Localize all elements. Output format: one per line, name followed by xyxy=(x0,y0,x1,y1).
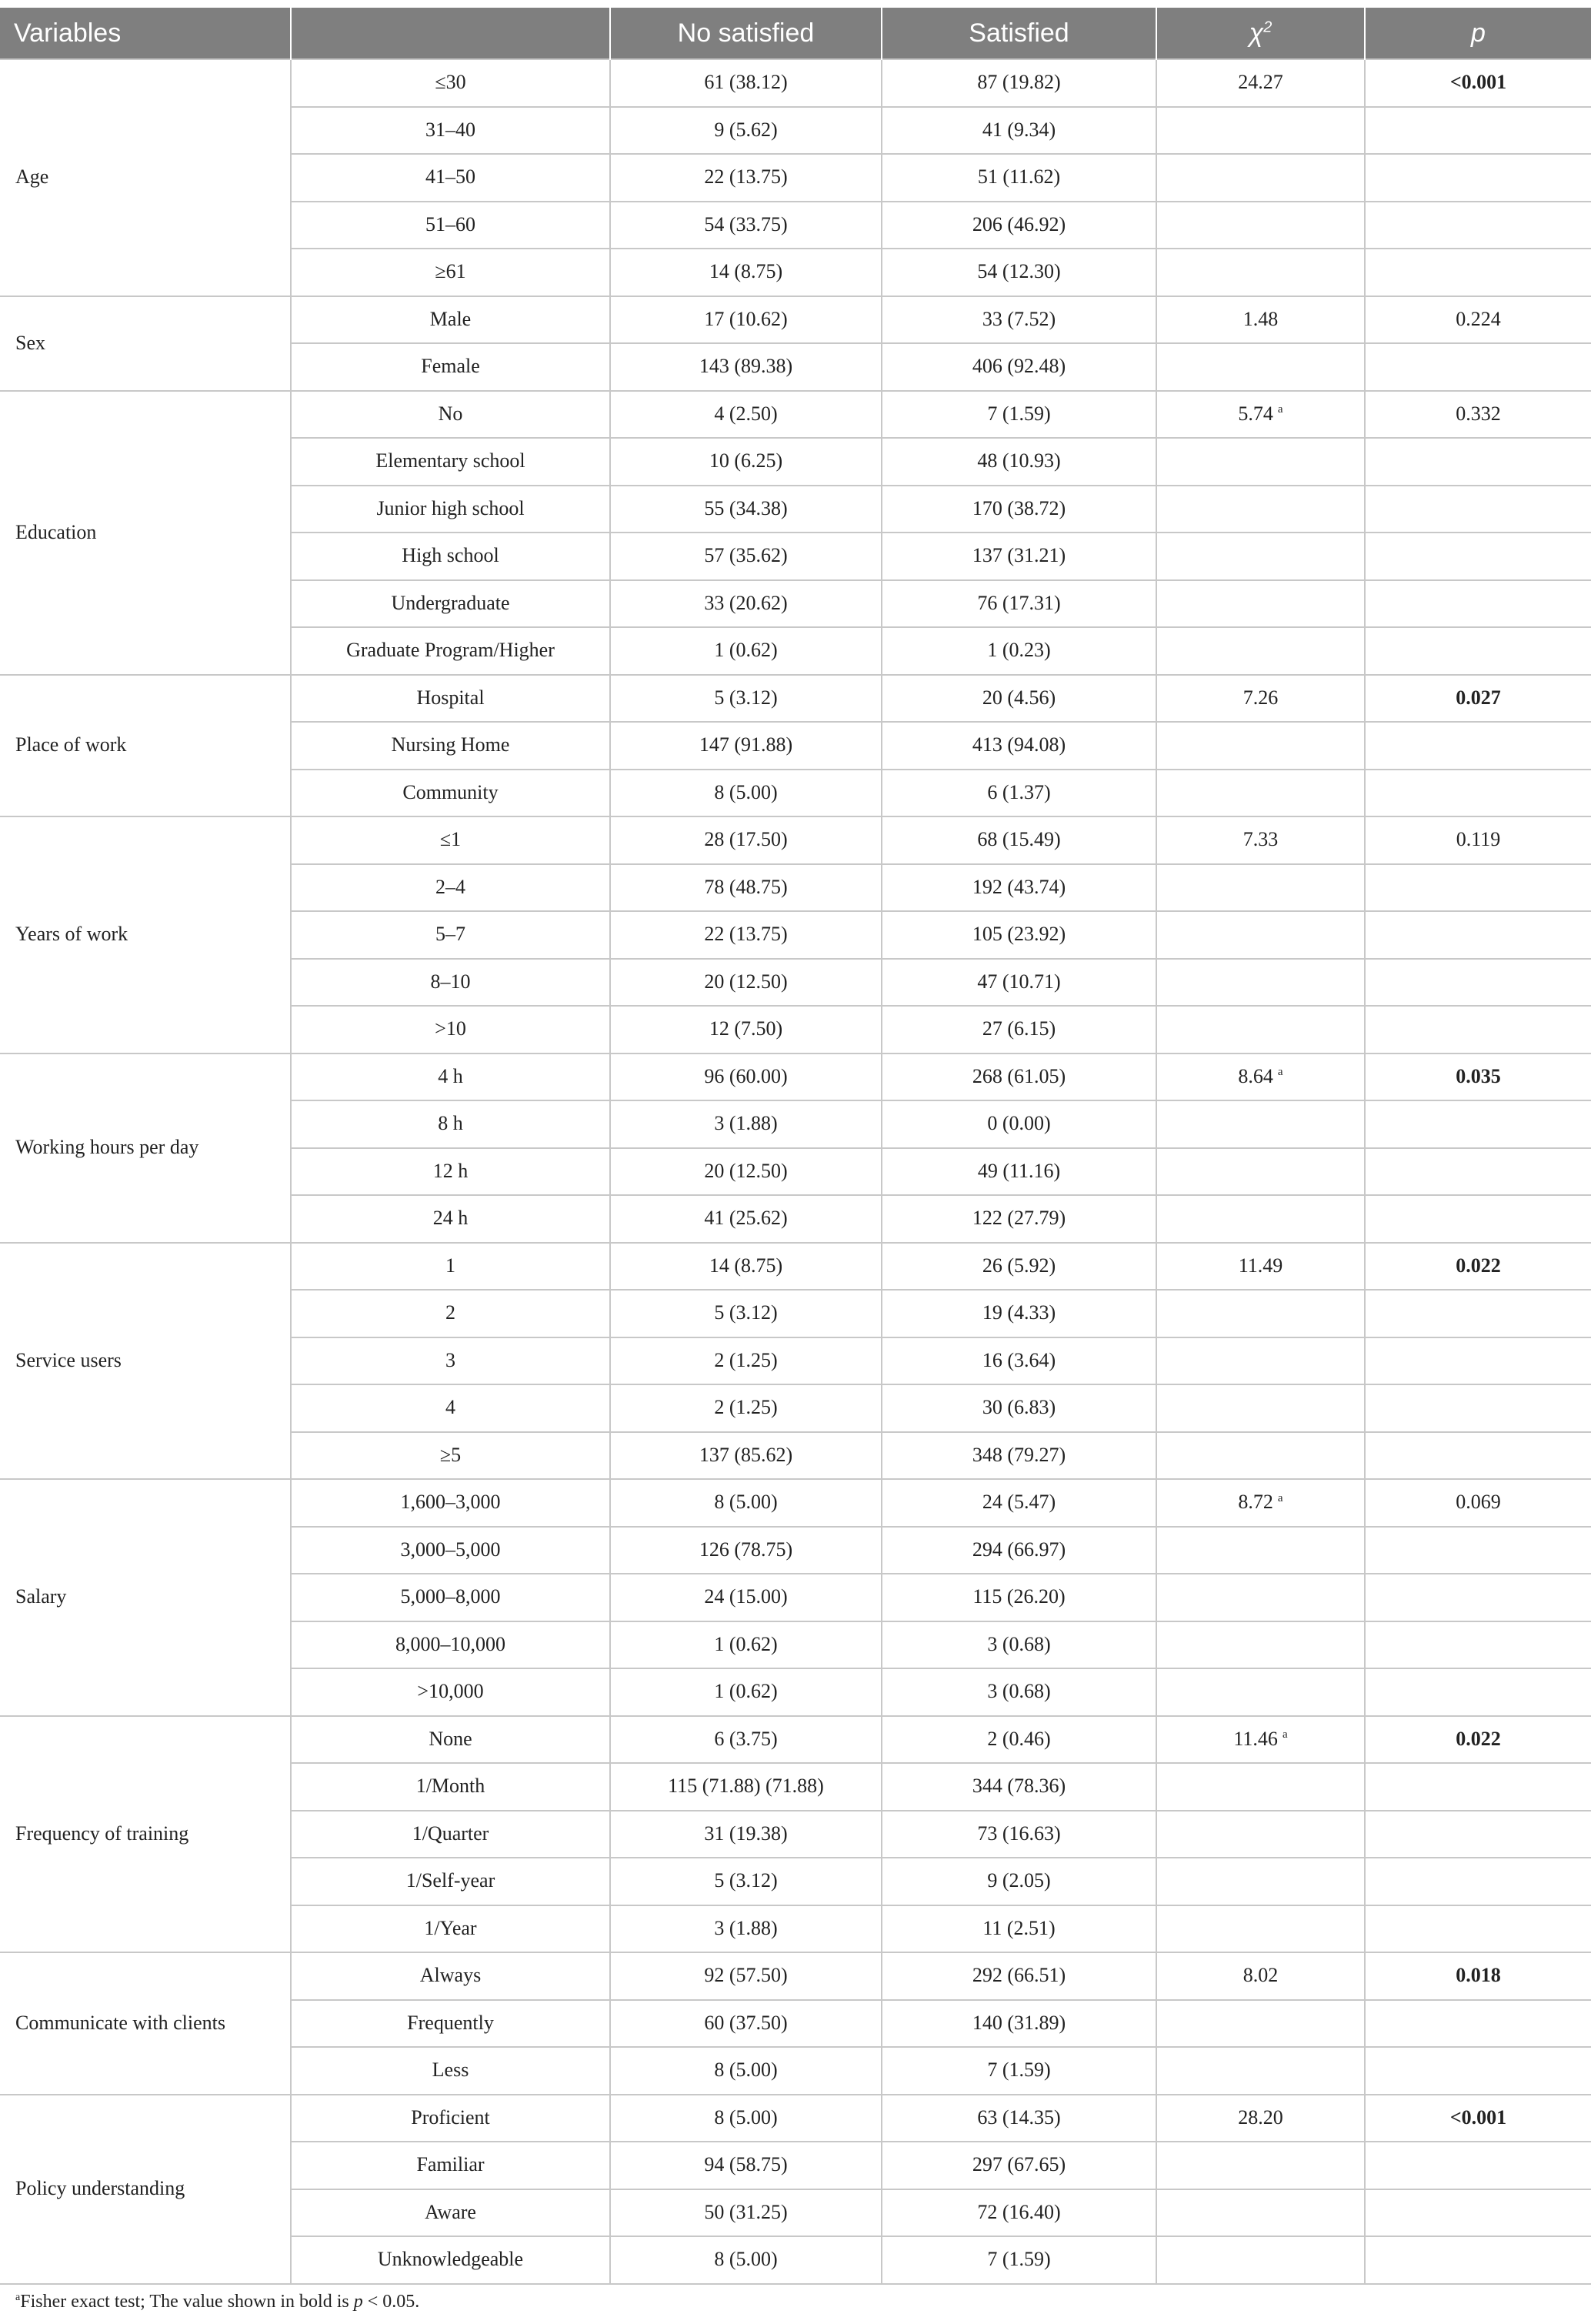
level-cell: No xyxy=(291,391,610,439)
not-satisfied-cell: 17 (10.62) xyxy=(610,296,882,344)
p-value-cell-empty xyxy=(1365,1621,1591,1669)
not-satisfied-cell: 60 (37.50) xyxy=(610,2000,882,2048)
level-cell: Community xyxy=(291,770,610,817)
header-not-satisfied: No satisfied xyxy=(610,8,882,59)
not-satisfied-cell: 1 (0.62) xyxy=(610,1668,882,1716)
satisfied-cell: 7 (1.59) xyxy=(882,2047,1156,2095)
fisher-test-mark: a xyxy=(1282,1728,1288,1741)
not-satisfied-cell: 20 (12.50) xyxy=(610,1148,882,1196)
p-value-cell-empty xyxy=(1365,2189,1591,2237)
satisfied-cell: 7 (1.59) xyxy=(882,2236,1156,2284)
not-satisfied-cell: 8 (5.00) xyxy=(610,770,882,817)
not-satisfied-cell: 1 (0.62) xyxy=(610,627,882,675)
p-value-cell-empty xyxy=(1365,1384,1591,1432)
satisfied-cell: 192 (43.74) xyxy=(882,864,1156,912)
level-cell: 1/Self-year xyxy=(291,1858,610,1905)
p-value-cell: <0.001 xyxy=(1365,2095,1591,2142)
p-value-cell-empty xyxy=(1365,959,1591,1007)
not-satisfied-cell: 3 (1.88) xyxy=(610,1905,882,1953)
chi-square-cell-empty xyxy=(1156,154,1365,202)
satisfied-cell: 87 (19.82) xyxy=(882,59,1156,107)
table-row xyxy=(0,816,1591,864)
header-satisfied: Satisfied xyxy=(882,8,1156,59)
satisfied-cell: 140 (31.89) xyxy=(882,2000,1156,2048)
chi-square-cell-empty xyxy=(1156,1290,1365,1337)
header-chi-symbol: χ xyxy=(1249,18,1264,48)
satisfied-cell: 72 (16.40) xyxy=(882,2189,1156,2237)
table-body xyxy=(0,59,1591,2284)
chi-square-cell-empty xyxy=(1156,1621,1365,1669)
satisfied-cell: 348 (79.27) xyxy=(882,1432,1156,1480)
chi-square-cell-empty xyxy=(1156,2000,1365,2048)
satisfied-cell: 344 (78.36) xyxy=(882,1763,1156,1811)
level-cell: Proficient xyxy=(291,2095,610,2142)
p-value-cell-empty xyxy=(1365,1527,1591,1574)
chi-square-cell-empty xyxy=(1156,202,1365,249)
not-satisfied-cell: 14 (8.75) xyxy=(610,1243,882,1291)
satisfied-cell: 170 (38.72) xyxy=(882,486,1156,533)
chi-square-cell xyxy=(1156,816,1365,864)
not-satisfied-cell: 57 (35.62) xyxy=(610,533,882,580)
chi-square-cell xyxy=(1156,59,1365,107)
p-value-cell-empty xyxy=(1365,2000,1591,2048)
satisfied-cell: 6 (1.37) xyxy=(882,770,1156,817)
level-cell: Elementary school xyxy=(291,438,610,486)
chi-square-cell-empty xyxy=(1156,627,1365,675)
chi-square-cell-empty xyxy=(1156,1384,1365,1432)
not-satisfied-cell: 55 (34.38) xyxy=(610,486,882,533)
p-value-cell-empty xyxy=(1365,1432,1591,1480)
not-satisfied-cell: 96 (60.00) xyxy=(610,1053,882,1101)
header-level xyxy=(291,8,610,59)
chi-square-cell-empty xyxy=(1156,1527,1365,1574)
satisfied-cell: 73 (16.63) xyxy=(882,1811,1156,1858)
level-cell: Nursing Home xyxy=(291,722,610,770)
level-cell: Hospital xyxy=(291,675,610,723)
satisfied-cell: 48 (10.93) xyxy=(882,438,1156,486)
not-satisfied-cell: 5 (3.12) xyxy=(610,675,882,723)
chi-square-value: 28.20 xyxy=(1238,2105,1283,2129)
chi-square-value: 8.72 xyxy=(1238,1491,1273,1514)
level-cell: Male xyxy=(291,296,610,344)
satisfied-cell: 68 (15.49) xyxy=(882,816,1156,864)
table-row xyxy=(0,1716,1591,1764)
chi-square-value: 24.27 xyxy=(1238,71,1283,94)
chi-square-value: 8.02 xyxy=(1242,1964,1279,1987)
level-cell: Aware xyxy=(291,2189,610,2237)
not-satisfied-cell: 94 (58.75) xyxy=(610,2142,882,2189)
level-cell: 41–50 xyxy=(291,154,610,202)
chi-square-cell-empty xyxy=(1156,1574,1365,1621)
p-value-cell-empty xyxy=(1365,2142,1591,2189)
p-value-cell-empty xyxy=(1365,1148,1591,1196)
chi-square-cell xyxy=(1156,1243,1365,1291)
header-chi-superscript: 2 xyxy=(1263,18,1272,36)
header-p: p xyxy=(1365,8,1591,59)
variable-cell: Policy understanding xyxy=(0,2095,291,2284)
not-satisfied-cell: 8 (5.00) xyxy=(610,2095,882,2142)
chi-square-cell-empty xyxy=(1156,1100,1365,1148)
chi-square-cell-empty xyxy=(1156,533,1365,580)
table-row xyxy=(0,59,1591,107)
level-cell: ≥5 xyxy=(291,1432,610,1480)
level-cell: Graduate Program/Higher xyxy=(291,627,610,675)
level-cell: >10,000 xyxy=(291,1668,610,1716)
not-satisfied-cell: 2 (1.25) xyxy=(610,1337,882,1385)
satisfied-cell: 206 (46.92) xyxy=(882,202,1156,249)
chi-square-value: 5.74 xyxy=(1238,402,1273,425)
level-cell: 1 xyxy=(291,1243,610,1291)
table-row xyxy=(0,391,1591,439)
not-satisfied-cell: 6 (3.75) xyxy=(610,1716,882,1764)
satisfied-cell: 406 (92.48) xyxy=(882,343,1156,391)
not-satisfied-cell: 147 (91.88) xyxy=(610,722,882,770)
not-satisfied-cell: 3 (1.88) xyxy=(610,1100,882,1148)
table-row xyxy=(0,1479,1591,1527)
not-satisfied-cell: 115 (71.88) (71.88) xyxy=(610,1763,882,1811)
satisfied-cell: 294 (66.97) xyxy=(882,1527,1156,1574)
chi-square-value: 8.64 xyxy=(1238,1064,1273,1087)
not-satisfied-cell: 4 (2.50) xyxy=(610,391,882,439)
satisfied-cell: 105 (23.92) xyxy=(882,911,1156,959)
satisfied-cell: 115 (26.20) xyxy=(882,1574,1156,1621)
variable-cell: Communicate with clients xyxy=(0,1952,291,2095)
satisfied-cell: 7 (1.59) xyxy=(882,391,1156,439)
level-cell: 3,000–5,000 xyxy=(291,1527,610,1574)
p-value-cell: 0.022 xyxy=(1365,1243,1591,1291)
variable-cell: Education xyxy=(0,391,291,675)
p-value-cell: 0.332 xyxy=(1365,391,1591,439)
not-satisfied-cell: 33 (20.62) xyxy=(610,580,882,628)
satisfied-cell: 24 (5.47) xyxy=(882,1479,1156,1527)
p-value-cell-empty xyxy=(1365,1905,1591,1953)
satisfied-cell: 297 (67.65) xyxy=(882,2142,1156,2189)
p-value-cell-empty xyxy=(1365,1574,1591,1621)
p-value-cell-empty xyxy=(1365,1337,1591,1385)
chi-square-cell-empty xyxy=(1156,1905,1365,1953)
satisfied-cell: 137 (31.21) xyxy=(882,533,1156,580)
not-satisfied-cell: 9 (5.62) xyxy=(610,107,882,155)
level-cell: 4 xyxy=(291,1384,610,1432)
level-cell: High school xyxy=(291,533,610,580)
p-value-cell-empty xyxy=(1365,627,1591,675)
chi-square-value: 11.46 xyxy=(1233,1727,1278,1750)
variable-cell: Salary xyxy=(0,1479,291,1716)
level-cell: ≤30 xyxy=(291,59,610,107)
level-cell: Frequently xyxy=(291,2000,610,2048)
not-satisfied-cell: 137 (85.62) xyxy=(610,1432,882,1480)
chi-square-cell-empty xyxy=(1156,2236,1365,2284)
chi-square-cell-empty xyxy=(1156,959,1365,1007)
not-satisfied-cell: 61 (38.12) xyxy=(610,59,882,107)
level-cell: 51–60 xyxy=(291,202,610,249)
footnote-mark: a xyxy=(15,2292,21,2303)
p-value-cell: <0.001 xyxy=(1365,59,1591,107)
p-value-cell-empty xyxy=(1365,770,1591,817)
header-variables: Variables xyxy=(0,8,291,59)
level-cell: 1/Year xyxy=(291,1905,610,1953)
chi-square-value: 7.33 xyxy=(1242,828,1279,851)
satisfied-cell: 292 (66.51) xyxy=(882,1952,1156,2000)
satisfied-cell: 63 (14.35) xyxy=(882,2095,1156,2142)
not-satisfied-cell: 1 (0.62) xyxy=(610,1621,882,1669)
p-value-cell-empty xyxy=(1365,343,1591,391)
not-satisfied-cell: 78 (48.75) xyxy=(610,864,882,912)
p-value-cell-empty xyxy=(1365,722,1591,770)
satisfied-cell: 122 (27.79) xyxy=(882,1195,1156,1243)
p-value-cell-empty xyxy=(1365,580,1591,628)
not-satisfied-cell: 126 (78.75) xyxy=(610,1527,882,1574)
level-cell: 5–7 xyxy=(291,911,610,959)
chi-square-cell xyxy=(1156,1053,1365,1101)
chi-square-cell-empty xyxy=(1156,722,1365,770)
satisfied-cell: 3 (0.68) xyxy=(882,1668,1156,1716)
satisfied-cell: 11 (2.51) xyxy=(882,1905,1156,1953)
level-cell: Always xyxy=(291,1952,610,2000)
level-cell: Female xyxy=(291,343,610,391)
level-cell: 4 h xyxy=(291,1053,610,1101)
chi-square-cell-empty xyxy=(1156,107,1365,155)
not-satisfied-cell: 50 (31.25) xyxy=(610,2189,882,2237)
not-satisfied-cell: 22 (13.75) xyxy=(610,154,882,202)
table-row xyxy=(0,1952,1591,2000)
not-satisfied-cell: 5 (3.12) xyxy=(610,1858,882,1905)
chi-square-value: 11.49 xyxy=(1238,1254,1283,1277)
p-value-cell: 0.027 xyxy=(1365,675,1591,723)
level-cell: 2–4 xyxy=(291,864,610,912)
level-cell: Less xyxy=(291,2047,610,2095)
chi-square-cell-empty xyxy=(1156,2142,1365,2189)
chi-square-cell-empty xyxy=(1156,2189,1365,2237)
chi-square-cell-empty xyxy=(1156,864,1365,912)
satisfied-cell: 19 (4.33) xyxy=(882,1290,1156,1337)
not-satisfied-cell: 12 (7.50) xyxy=(610,1006,882,1053)
header-row xyxy=(0,8,1591,59)
table-row xyxy=(0,675,1591,723)
not-satisfied-cell: 24 (15.00) xyxy=(610,1574,882,1621)
fisher-test-mark: a xyxy=(1277,1066,1283,1079)
p-value-cell-empty xyxy=(1365,2047,1591,2095)
p-value-cell-empty xyxy=(1365,154,1591,202)
level-cell: 12 h xyxy=(291,1148,610,1196)
level-cell: 24 h xyxy=(291,1195,610,1243)
not-satisfied-cell: 10 (6.25) xyxy=(610,438,882,486)
header-chi-square xyxy=(1156,8,1365,59)
level-cell: Unknowledgeable xyxy=(291,2236,610,2284)
chi-square-cell-empty xyxy=(1156,486,1365,533)
level-cell: None xyxy=(291,1716,610,1764)
variable-cell: Years of work xyxy=(0,816,291,1053)
satisfied-cell: 3 (0.68) xyxy=(882,1621,1156,1669)
table-row xyxy=(0,296,1591,344)
chi-square-cell-empty xyxy=(1156,1148,1365,1196)
chi-square-cell xyxy=(1156,296,1365,344)
p-value-cell-empty xyxy=(1365,486,1591,533)
chi-square-value: 7.26 xyxy=(1242,686,1279,709)
level-cell: 8–10 xyxy=(291,959,610,1007)
chi-square-cell xyxy=(1156,1479,1365,1527)
table-footnote xyxy=(15,2292,419,2312)
p-value-cell-empty xyxy=(1365,1100,1591,1148)
footnote-p-symbol: p xyxy=(353,2292,363,2312)
variable-cell: Sex xyxy=(0,296,291,391)
p-value-cell-empty xyxy=(1365,1858,1591,1905)
p-value-cell: 0.035 xyxy=(1365,1053,1591,1101)
chi-square-cell-empty xyxy=(1156,1337,1365,1385)
not-satisfied-cell: 92 (57.50) xyxy=(610,1952,882,2000)
chi-square-cell-empty xyxy=(1156,580,1365,628)
chi-square-cell-empty xyxy=(1156,1432,1365,1480)
satisfied-cell: 26 (5.92) xyxy=(882,1243,1156,1291)
level-cell: ≥61 xyxy=(291,249,610,296)
variable-cell: Service users xyxy=(0,1243,291,1480)
satisfied-cell: 1 (0.23) xyxy=(882,627,1156,675)
satisfied-cell: 20 (4.56) xyxy=(882,675,1156,723)
not-satisfied-cell: 20 (12.50) xyxy=(610,959,882,1007)
level-cell: 1/Month xyxy=(291,1763,610,1811)
chi-square-cell-empty xyxy=(1156,1668,1365,1716)
satisfied-cell: 9 (2.05) xyxy=(882,1858,1156,1905)
variable-cell: Frequency of training xyxy=(0,1716,291,1953)
p-value-cell-empty xyxy=(1365,1668,1591,1716)
level-cell: 5,000–8,000 xyxy=(291,1574,610,1621)
table-container xyxy=(0,8,1591,2285)
p-value-cell-empty xyxy=(1365,911,1591,959)
not-satisfied-cell: 14 (8.75) xyxy=(610,249,882,296)
satisfied-cell: 76 (17.31) xyxy=(882,580,1156,628)
satisfied-cell: 0 (0.00) xyxy=(882,1100,1156,1148)
level-cell: ≤1 xyxy=(291,816,610,864)
fisher-test-mark: a xyxy=(1277,403,1283,416)
chi-square-cell-empty xyxy=(1156,1858,1365,1905)
level-cell: Undergraduate xyxy=(291,580,610,628)
table-row xyxy=(0,1053,1591,1101)
p-value-cell-empty xyxy=(1365,1195,1591,1243)
p-value-cell: 0.022 xyxy=(1365,1716,1591,1764)
footnote-text-1: Fisher exact test; The value shown in bold is xyxy=(20,2292,354,2312)
not-satisfied-cell: 31 (19.38) xyxy=(610,1811,882,1858)
p-value-cell-empty xyxy=(1365,1290,1591,1337)
p-value-cell-empty xyxy=(1365,1763,1591,1811)
table-row xyxy=(0,2095,1591,2142)
chi-square-cell xyxy=(1156,391,1365,439)
p-value-cell-empty xyxy=(1365,107,1591,155)
level-cell: Junior high school xyxy=(291,486,610,533)
satisfied-cell: 41 (9.34) xyxy=(882,107,1156,155)
satisfied-cell: 2 (0.46) xyxy=(882,1716,1156,1764)
chi-square-cell xyxy=(1156,2095,1365,2142)
chi-square-cell-empty xyxy=(1156,1811,1365,1858)
level-cell: 31–40 xyxy=(291,107,610,155)
p-value-cell-empty xyxy=(1365,2236,1591,2284)
satisfied-cell: 51 (11.62) xyxy=(882,154,1156,202)
level-cell: 3 xyxy=(291,1337,610,1385)
not-satisfied-cell: 2 (1.25) xyxy=(610,1384,882,1432)
satisfied-cell: 27 (6.15) xyxy=(882,1006,1156,1053)
p-value-cell-empty xyxy=(1365,533,1591,580)
satisfied-cell: 413 (94.08) xyxy=(882,722,1156,770)
p-value-cell: 0.018 xyxy=(1365,1952,1591,2000)
satisfied-cell: 49 (11.16) xyxy=(882,1148,1156,1196)
footnote-text-2: < 0.05. xyxy=(362,2292,420,2312)
not-satisfied-cell: 8 (5.00) xyxy=(610,2236,882,2284)
p-value-cell: 0.224 xyxy=(1365,296,1591,344)
level-cell: 8 h xyxy=(291,1100,610,1148)
p-value-cell-empty xyxy=(1365,202,1591,249)
not-satisfied-cell: 54 (33.75) xyxy=(610,202,882,249)
chi-square-cell-empty xyxy=(1156,438,1365,486)
p-value-cell-empty xyxy=(1365,438,1591,486)
chi-square-value: 1.48 xyxy=(1242,307,1279,330)
chi-square-cell-empty xyxy=(1156,770,1365,817)
level-cell: 1/Quarter xyxy=(291,1811,610,1858)
satisfied-cell: 16 (3.64) xyxy=(882,1337,1156,1385)
chi-square-cell-empty xyxy=(1156,1763,1365,1811)
satisfied-cell: 268 (61.05) xyxy=(882,1053,1156,1101)
p-value-cell-empty xyxy=(1365,1006,1591,1053)
results-table xyxy=(0,8,1591,2285)
variable-cell: Age xyxy=(0,59,291,296)
p-value-cell: 0.069 xyxy=(1365,1479,1591,1527)
fisher-test-mark: a xyxy=(1277,1491,1283,1504)
satisfied-cell: 30 (6.83) xyxy=(882,1384,1156,1432)
variable-cell: Working hours per day xyxy=(0,1053,291,1243)
p-value-cell-empty xyxy=(1365,249,1591,296)
chi-square-cell-empty xyxy=(1156,249,1365,296)
table-row xyxy=(0,1243,1591,1291)
chi-square-cell-empty xyxy=(1156,2047,1365,2095)
p-value-cell: 0.119 xyxy=(1365,816,1591,864)
not-satisfied-cell: 8 (5.00) xyxy=(610,1479,882,1527)
not-satisfied-cell: 8 (5.00) xyxy=(610,2047,882,2095)
not-satisfied-cell: 41 (25.62) xyxy=(610,1195,882,1243)
chi-square-cell xyxy=(1156,1716,1365,1764)
satisfied-cell: 47 (10.71) xyxy=(882,959,1156,1007)
chi-square-cell xyxy=(1156,675,1365,723)
chi-square-cell-empty xyxy=(1156,1195,1365,1243)
level-cell: >10 xyxy=(291,1006,610,1053)
not-satisfied-cell: 28 (17.50) xyxy=(610,816,882,864)
level-cell: 8,000–10,000 xyxy=(291,1621,610,1669)
not-satisfied-cell: 22 (13.75) xyxy=(610,911,882,959)
p-value-cell-empty xyxy=(1365,1811,1591,1858)
not-satisfied-cell: 143 (89.38) xyxy=(610,343,882,391)
chi-square-cell-empty xyxy=(1156,343,1365,391)
chi-square-cell-empty xyxy=(1156,1006,1365,1053)
chi-square-cell xyxy=(1156,1952,1365,2000)
level-cell: 1,600–3,000 xyxy=(291,1479,610,1527)
variable-cell: Place of work xyxy=(0,675,291,817)
satisfied-cell: 54 (12.30) xyxy=(882,249,1156,296)
level-cell: 2 xyxy=(291,1290,610,1337)
chi-square-cell-empty xyxy=(1156,911,1365,959)
satisfied-cell: 33 (7.52) xyxy=(882,296,1156,344)
not-satisfied-cell: 5 (3.12) xyxy=(610,1290,882,1337)
level-cell: Familiar xyxy=(291,2142,610,2189)
table-header xyxy=(0,8,1591,59)
p-value-cell-empty xyxy=(1365,864,1591,912)
